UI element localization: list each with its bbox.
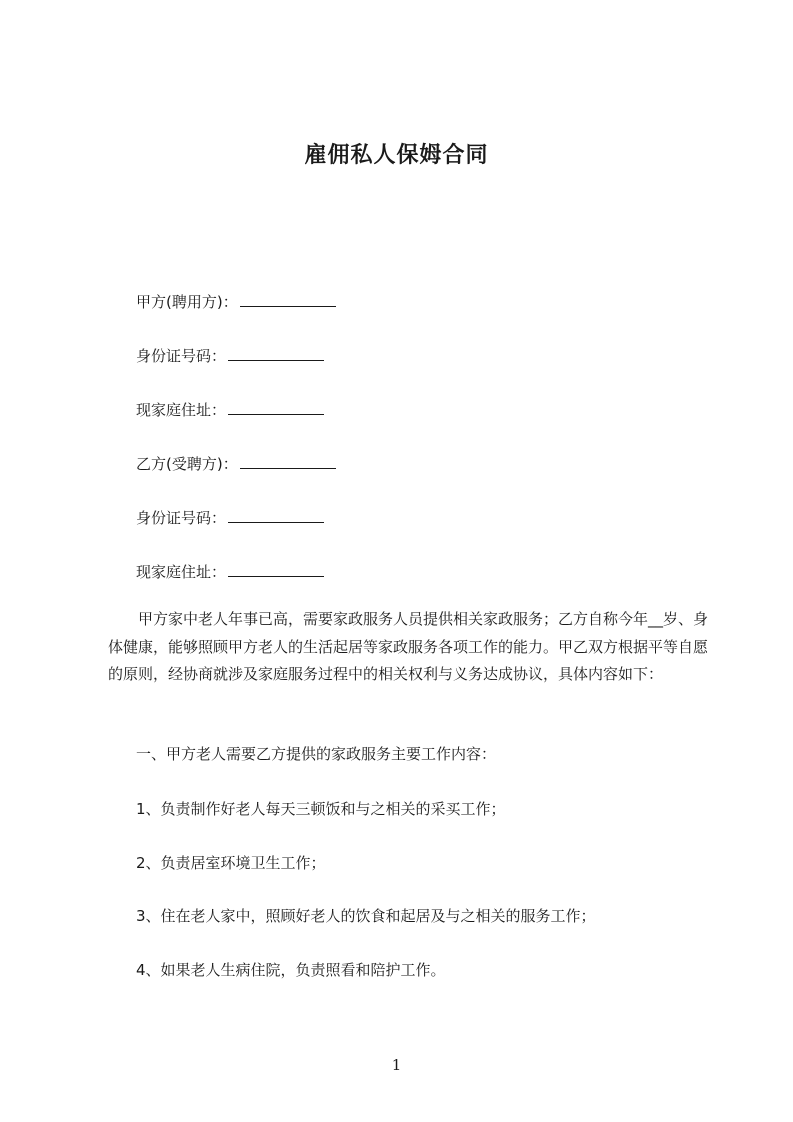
fill-in-blank — [228, 346, 324, 361]
fill-in-blank — [228, 400, 324, 415]
field-label: 甲方(聘用方)： — [136, 293, 238, 311]
duty-item: 3、住在老人家中，照顾好老人的饮食和起居及与之相关的服务工作； — [136, 907, 596, 925]
party-b-name-field — [136, 453, 336, 475]
duty-item: 2、负责居室环境卫生工作； — [136, 854, 326, 872]
field-label: 现家庭住址： — [136, 563, 227, 581]
fill-in-blank — [240, 454, 336, 469]
intro-paragraph: 甲方家中老人年事已高，需要家政服务人员提供相关家政服务；乙方自称今年__岁、身体健康，能够照顾甲方老人的生活起居等家政服务各项工作的能力。甲乙双方根据平等自愿的原则，经协商就涉及家庭服务过程中的相关权利与义务达成协议，具体内容如下： — [108, 610, 709, 683]
fill-in-blank — [228, 562, 324, 577]
party-b-address-field — [136, 561, 324, 583]
party-a-name-field — [136, 291, 336, 313]
party-a-address-field — [136, 399, 324, 421]
document-title: 雇佣私人保姆合同 — [304, 143, 489, 168]
fill-in-blank — [228, 508, 324, 523]
fill-in-blank — [240, 292, 336, 307]
field-label: 身份证号码： — [136, 509, 227, 527]
party-a-id-field — [136, 345, 324, 367]
duty-item: 1、负责制作好老人每天三顿饭和与之相关的采买工作； — [136, 800, 506, 818]
party-b-id-field — [136, 507, 324, 529]
field-label: 身份证号码： — [136, 347, 227, 365]
section-heading: 一、甲方老人需要乙方提供的家政服务主要工作内容： — [136, 745, 497, 763]
page-number: 1 — [391, 1056, 402, 1074]
duty-item: 4、如果老人生病住院，负责照看和陪护工作。 — [136, 961, 446, 979]
field-label: 乙方(受聘方)： — [136, 455, 238, 473]
field-label: 现家庭住址： — [136, 401, 227, 419]
